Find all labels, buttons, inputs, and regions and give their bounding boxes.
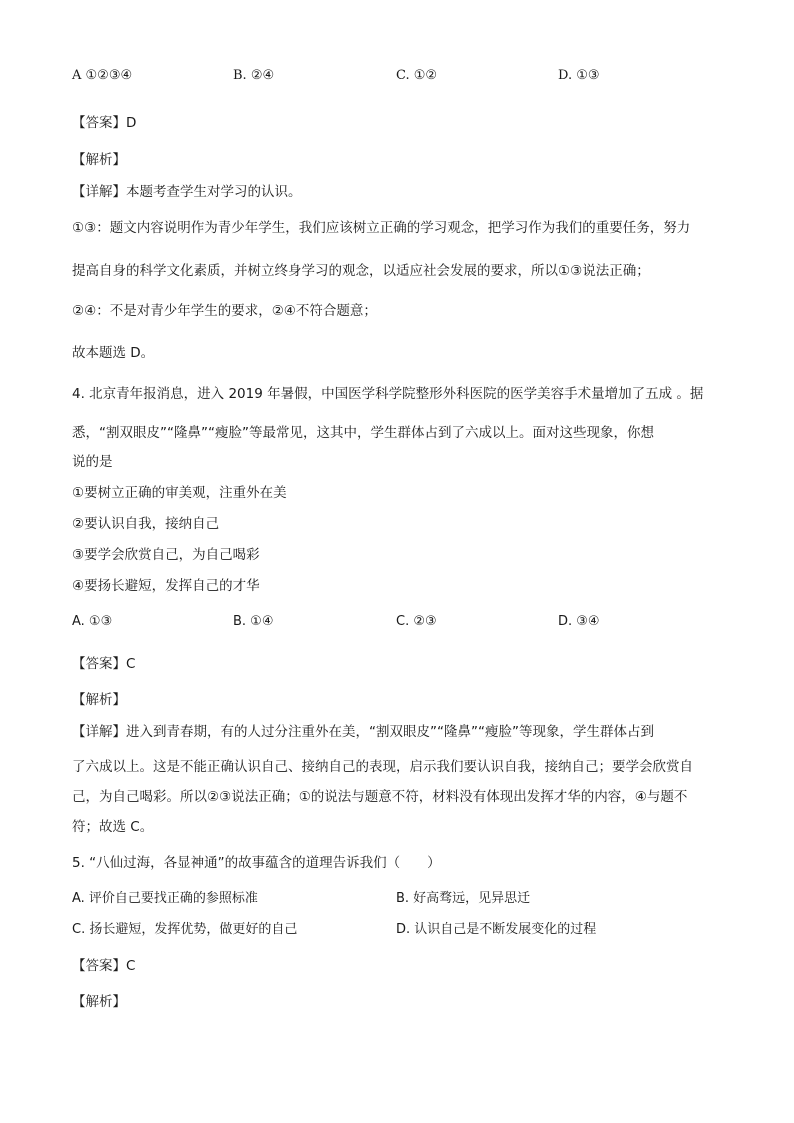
answer-tag: 【答案】 bbox=[72, 958, 126, 974]
q3-detail-line: 【详解】本题考查学生对学习的认识。 bbox=[72, 184, 302, 200]
q4-statement: ①要树立正确的审美观，注重外在美 bbox=[72, 485, 287, 501]
answer-tag: 【答案】 bbox=[72, 115, 126, 131]
q3-option-a: A ①②③④ bbox=[72, 68, 133, 83]
answer-value: C bbox=[126, 958, 136, 974]
q5-stem: 5. “八仙过海，各显神通”的故事蕴含的道理告诉我们（ ） bbox=[72, 855, 441, 871]
q3-option-d: D. ①③ bbox=[558, 68, 600, 83]
q5-option-b: B. 好高骛远，见异思迁 bbox=[396, 891, 531, 906]
q4-option-b: B. ①④ bbox=[233, 614, 274, 629]
q4-option-d: D. ③④ bbox=[558, 614, 600, 629]
q3-analysis-tag: 【解析】 bbox=[72, 152, 126, 168]
q3-detail-line: 故本题选 D。 bbox=[72, 345, 155, 361]
q4-detail-line: 了六成以上。这是不能正确认识自己、接纳自己的表现，启示我们要认识自我，接纳自己；要学会欣赏自 bbox=[72, 759, 693, 775]
q4-detail-line: 【详解】进入到青春期，有的人过分注重外在美，“割双眼皮”“隆鼻”“瘦脸”等现象，学生群体占到 bbox=[72, 724, 654, 740]
q3-detail-line: ①③：题文内容说明作为青少年学生，我们应该树立正确的学习观念，把学习作为我们的重要任务，努力 bbox=[72, 220, 691, 236]
q5-option-a: A. 评价自己要找正确的参照标准 bbox=[72, 891, 258, 906]
q4-answer bbox=[72, 655, 135, 673]
answer-tag: 【答案】 bbox=[72, 656, 126, 672]
q3-answer bbox=[72, 114, 136, 132]
q3-detail-line: ②④：不是对青少年学生的要求，②④不符合题意； bbox=[72, 303, 377, 319]
q5-option-d: D. 认识自己是不断发展变化的过程 bbox=[396, 922, 597, 937]
q4-stem-line: 4. 北京青年报消息，进入 2019 年暑假，中国医学科学院整形外科医院的医学美容手术量增加了五成 。据 bbox=[72, 386, 704, 402]
q3-detail-line: 提高自身的科学文化素质，并树立终身学习的观念，以适应社会发展的要求，所以①③说法正确； bbox=[72, 263, 650, 279]
q4-option-c: C. ②③ bbox=[396, 614, 437, 629]
q4-detail-line: 己，为自己喝彩。所以②③说法正确；①的说法与题意不符，材料没有体现出发挥才华的内容，④与题不 bbox=[72, 789, 688, 805]
answer-value: D bbox=[126, 115, 137, 131]
q4-option-a: A. ①③ bbox=[72, 614, 113, 629]
q4-stem-line: 说的是 bbox=[72, 454, 113, 470]
q4-statement: ②要认识自我，接纳自己 bbox=[72, 516, 220, 532]
q3-option-b: B. ②④ bbox=[233, 68, 275, 83]
q4-statement: ③要学会欣赏自己，为自己喝彩 bbox=[72, 547, 260, 563]
q4-stem-line: 悉，“割双眼皮”“隆鼻”“瘦脸”等最常见，这其中，学生群体占到了六成以上。面对这些现象，你想 bbox=[72, 425, 654, 441]
q4-analysis-tag: 【解析】 bbox=[72, 692, 126, 708]
q5-analysis-tag: 【解析】 bbox=[72, 994, 126, 1010]
answer-value: C bbox=[126, 656, 136, 672]
q4-detail-line: 符；故选 C。 bbox=[72, 819, 154, 835]
q4-statement: ④要扬长避短，发挥自己的才华 bbox=[72, 578, 260, 594]
q5-answer bbox=[72, 957, 135, 975]
q5-option-c: C. 扬长避短，发挥优势，做更好的自己 bbox=[72, 922, 298, 937]
q3-option-c: C. ①② bbox=[396, 68, 438, 83]
